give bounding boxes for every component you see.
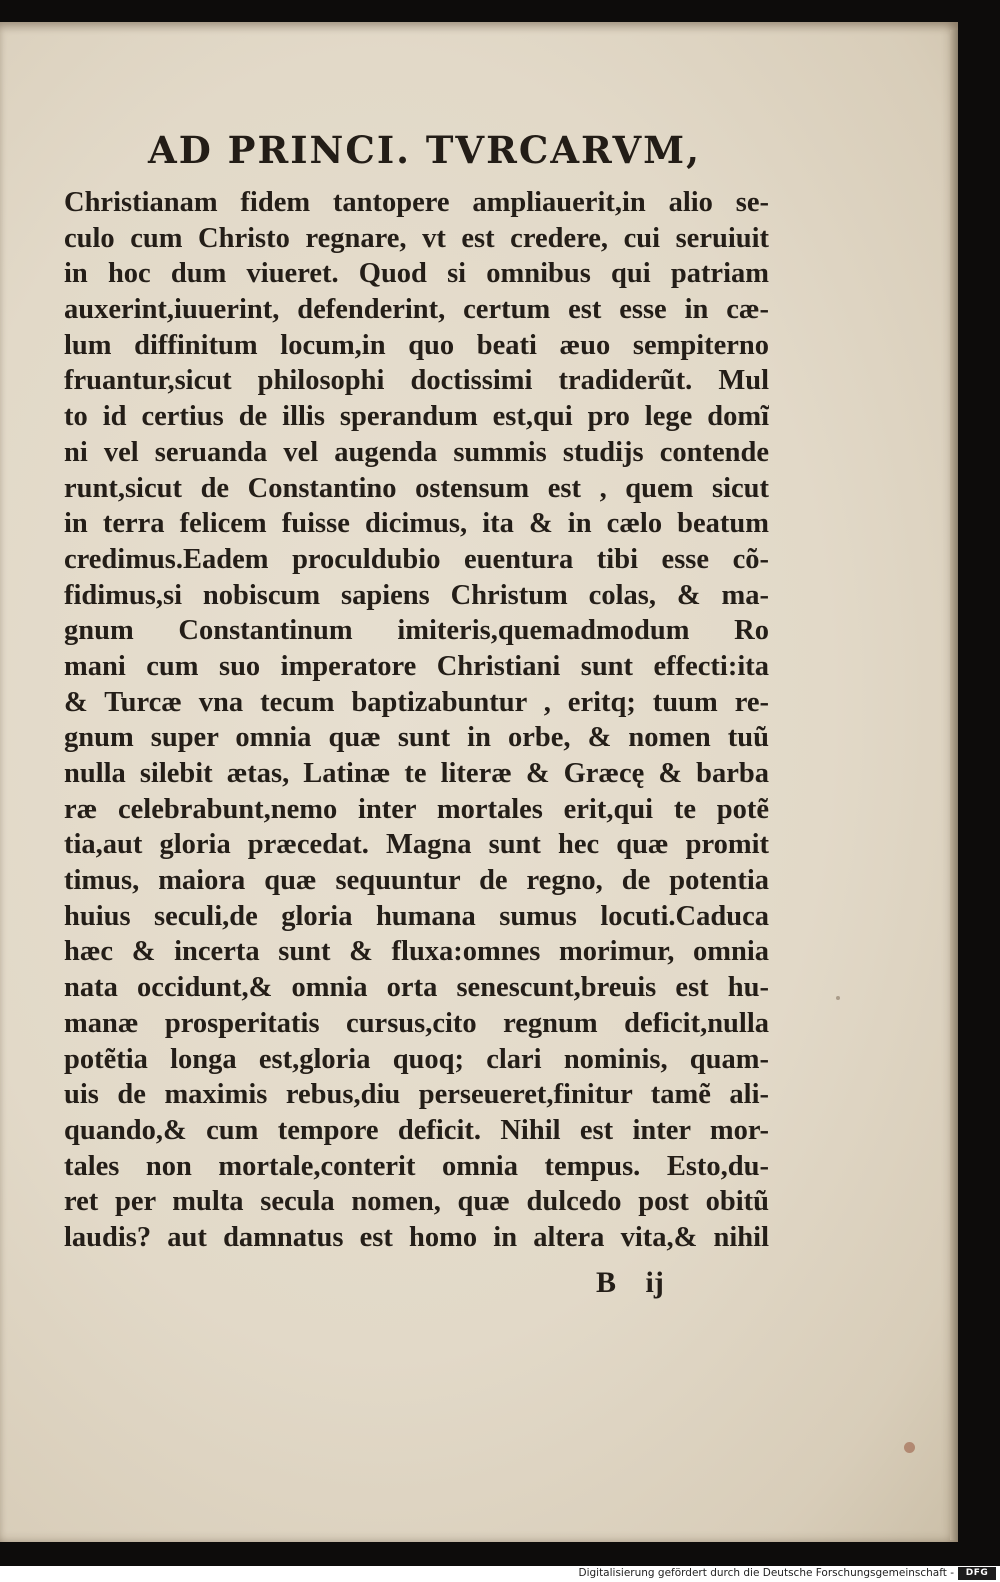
text-line: hæc & incerta sunt & fluxa:omnes morimur, omnia (64, 936, 769, 968)
text-line: fruantur,sicut philosophi doctissimi tradiderũt. Mul (64, 365, 769, 397)
text-line: timus, maiora quæ sequuntur de regno, de potentia (64, 865, 769, 897)
signature-mark: B ij (596, 1266, 664, 1299)
text-line: laudis? aut damnatus est homo in altera vita,& nihil (64, 1221, 769, 1253)
text-line: & Turcæ vna tecum baptizabuntur , eritq; tuum re- (64, 686, 769, 718)
text-line: in hoc dum viueret. Quod si omnibus qui patriam (64, 258, 769, 290)
body-text (64, 185, 784, 1256)
text-line: culo cum Christo regnare, vt est credere, cui seruiuit (64, 222, 769, 254)
text-line: fidimus,si nobiscum sapiens Christum colas, & ma- (64, 579, 769, 611)
text-line: tia,aut gloria præcedat. Magna sunt hec quæ promit (64, 829, 769, 861)
paper-stain (904, 1442, 915, 1453)
text-line: ræ celebrabunt,nemo inter mortales erit,qui te potẽ (64, 793, 769, 825)
running-head: AD PRINCI. TVRCARVM, (148, 128, 702, 172)
text-line: lum diffinitum locum,in quo beati æuo sempiterno (64, 329, 769, 361)
text-line: nata occidunt,& omnia orta senescunt,breuis est hu- (64, 972, 769, 1004)
text-line: gnum super omnia quæ sunt in orbe, & nomen tuũ (64, 722, 769, 754)
text-line: uis de maximis rebus,diu perseueret,finitur tamẽ ali- (64, 1079, 769, 1111)
text-line: runt,sicut de Constantino ostensum est , quem sicut (64, 472, 769, 504)
text-line: quando,& cum tempore deficit. Nihil est inter mor- (64, 1114, 769, 1146)
dfg-logo: DFG (958, 1567, 996, 1580)
text-line: manæ prosperitatis cursus,cito regnum deficit,nulla (64, 1007, 769, 1039)
text-line: auxerint,iuuerint, defenderint, certum est esse in cæ- (64, 294, 769, 326)
text-line: in terra felicem fuisse dicimus, ita & in cælo beatum (64, 508, 769, 540)
text-line: Christianam fidem tantopere ampliauerit,in alio se- (64, 187, 769, 218)
text-line: gnum Constantinum imiteris,quemadmodum Ro (64, 615, 769, 647)
digitization-credit: Digitalisierung gefördert durch die Deutsche Forschungsgemeinschaft - (578, 1567, 954, 1579)
text-line: tales non mortale,conterit omnia tempus. Esto,du- (64, 1150, 769, 1182)
text-line: to id certius de illis sperandum est,qui pro lege domĩ (64, 401, 769, 433)
text-line: mani cum suo imperatore Christiani sunt effecti:ita (64, 650, 769, 682)
text-line: ni vel seruanda vel augenda summis studijs contende (64, 436, 769, 468)
page-edge (950, 30, 958, 1540)
text-line: potẽtia longa est,gloria quoq; clari nominis, quam- (64, 1043, 769, 1075)
text-line: credimus.Eadem proculdubio euentura tibi esse cõ- (64, 543, 769, 575)
text-line: huius seculi,de gloria humana sumus locuti.Caduca (64, 900, 769, 932)
text-line: ret per multa secula nomen, quæ dulcedo post obitũ (64, 1186, 769, 1218)
text-line: nulla silebit ætas, Latinæ te literæ & Græcę & barba (64, 758, 769, 789)
paper-stain (836, 996, 840, 1000)
